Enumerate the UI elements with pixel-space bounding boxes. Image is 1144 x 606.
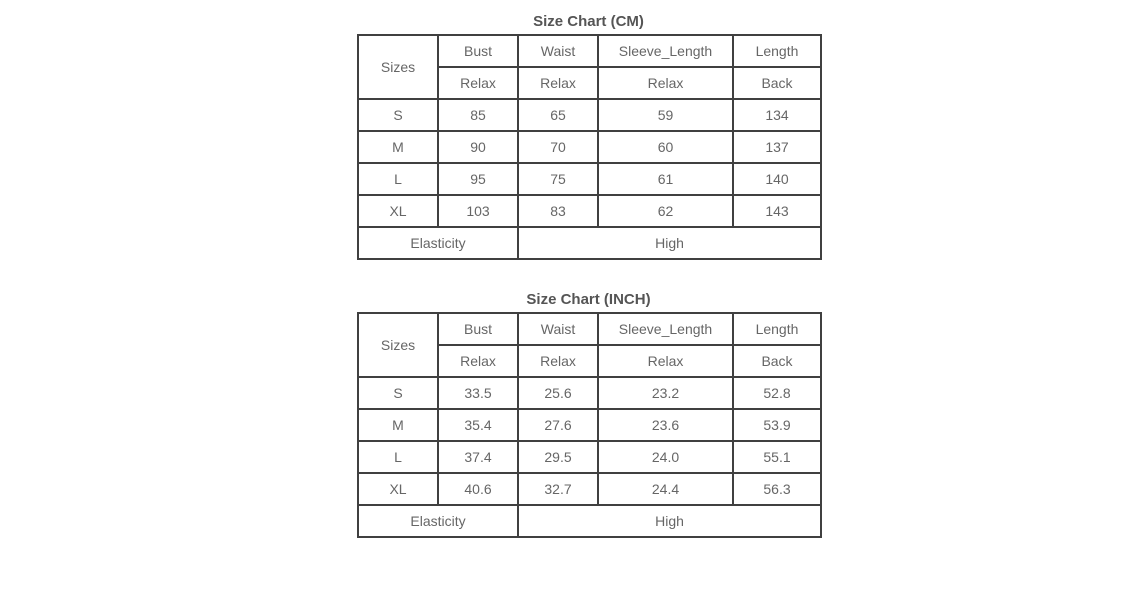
chart-title: Size Chart (INCH) xyxy=(526,291,651,308)
waist-cell: 25.6 xyxy=(518,377,598,409)
size-chart-cm xyxy=(357,10,820,260)
size-cell: L xyxy=(358,441,438,473)
size-cell: L xyxy=(358,163,438,195)
elasticity-value: High xyxy=(518,505,821,537)
subheader-length: Back xyxy=(733,345,821,377)
sleeve-length-cell: 23.6 xyxy=(598,409,733,441)
subheader-waist: Relax xyxy=(518,345,598,377)
sleeve-length-cell: 23.2 xyxy=(598,377,733,409)
table-row xyxy=(358,99,821,131)
header-row xyxy=(358,35,821,67)
elasticity-row xyxy=(358,505,821,537)
waist-cell: 70 xyxy=(518,131,598,163)
sizes-header: Sizes xyxy=(358,35,438,99)
sleeve-length-cell: 60 xyxy=(598,131,733,163)
table-row xyxy=(358,409,821,441)
waist-cell: 75 xyxy=(518,163,598,195)
length-cell: 53.9 xyxy=(733,409,821,441)
bust-cell: 95 xyxy=(438,163,518,195)
header-sleeve-length: Sleeve_Length xyxy=(598,35,733,67)
waist-cell: 27.6 xyxy=(518,409,598,441)
subheader-length: Back xyxy=(733,67,821,99)
subheader-sleeve-length: Relax xyxy=(598,345,733,377)
header-sleeve-length: Sleeve_Length xyxy=(598,313,733,345)
bust-cell: 40.6 xyxy=(438,473,518,505)
size-cell: M xyxy=(358,409,438,441)
size-cell: M xyxy=(358,131,438,163)
bust-cell: 103 xyxy=(438,195,518,227)
size-table xyxy=(357,34,822,260)
sleeve-length-cell: 24.0 xyxy=(598,441,733,473)
length-cell: 140 xyxy=(733,163,821,195)
waist-cell: 32.7 xyxy=(518,473,598,505)
length-cell: 143 xyxy=(733,195,821,227)
elasticity-label: Elasticity xyxy=(358,505,518,537)
bust-cell: 37.4 xyxy=(438,441,518,473)
size-table xyxy=(357,312,822,538)
elasticity-row xyxy=(358,227,821,259)
bust-cell: 85 xyxy=(438,99,518,131)
sleeve-length-cell: 61 xyxy=(598,163,733,195)
header-row xyxy=(358,313,821,345)
elasticity-label: Elasticity xyxy=(358,227,518,259)
chart-title: Size Chart (CM) xyxy=(533,13,644,30)
length-cell: 52.8 xyxy=(733,377,821,409)
bust-cell: 35.4 xyxy=(438,409,518,441)
table-row xyxy=(358,377,821,409)
header-bust: Bust xyxy=(438,313,518,345)
waist-cell: 65 xyxy=(518,99,598,131)
size-cell: XL xyxy=(358,473,438,505)
header-waist: Waist xyxy=(518,313,598,345)
size-cell: S xyxy=(358,99,438,131)
header-bust: Bust xyxy=(438,35,518,67)
bust-cell: 90 xyxy=(438,131,518,163)
table-row xyxy=(358,131,821,163)
header-length: Length xyxy=(733,35,821,67)
header-waist: Waist xyxy=(518,35,598,67)
sleeve-length-cell: 59 xyxy=(598,99,733,131)
subheader-waist: Relax xyxy=(518,67,598,99)
bust-cell: 33.5 xyxy=(438,377,518,409)
waist-cell: 83 xyxy=(518,195,598,227)
size-cell: XL xyxy=(358,195,438,227)
size-chart-inch xyxy=(357,288,820,538)
table-row xyxy=(358,441,821,473)
subheader-bust: Relax xyxy=(438,67,518,99)
subheader-bust: Relax xyxy=(438,345,518,377)
length-cell: 137 xyxy=(733,131,821,163)
table-row xyxy=(358,163,821,195)
length-cell: 56.3 xyxy=(733,473,821,505)
size-cell: S xyxy=(358,377,438,409)
sleeve-length-cell: 24.4 xyxy=(598,473,733,505)
subheader-sleeve-length: Relax xyxy=(598,67,733,99)
sizes-header: Sizes xyxy=(358,313,438,377)
header-length: Length xyxy=(733,313,821,345)
table-row xyxy=(358,473,821,505)
length-cell: 134 xyxy=(733,99,821,131)
length-cell: 55.1 xyxy=(733,441,821,473)
table-row xyxy=(358,195,821,227)
sleeve-length-cell: 62 xyxy=(598,195,733,227)
waist-cell: 29.5 xyxy=(518,441,598,473)
elasticity-value: High xyxy=(518,227,821,259)
